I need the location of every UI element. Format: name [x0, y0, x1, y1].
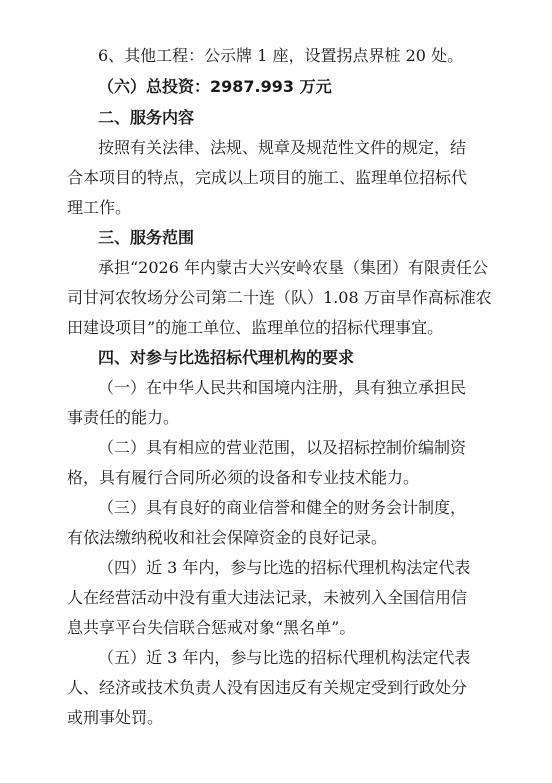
requirement-3-line-1: （三）具有良好的商业信誉和健全的财务会计制度， — [98, 498, 467, 517]
requirement-2-line-1: （二）具有相应的营业范围，以及招标控制价编制资 — [98, 438, 467, 457]
requirement-4-line-3: 息共享平台失信联合惩戒对象“黑名单”。 — [67, 618, 356, 637]
requirement-4-line-2: 人在经营活动中没有重大违法记录，未被列入全国信用信 — [67, 588, 468, 607]
paragraph-service-content-line-3: 理工作。 — [67, 198, 132, 217]
section-total-investment: （六）总投资：2987.993 万元 — [98, 77, 332, 96]
requirement-3-line-2: 有依法缴纳税收和社会保障资金的良好记录。 — [67, 528, 388, 547]
paragraph-service-scope-line-2: 司甘河农牧场分公司第二十连（队）1.08 万亩旱作高标准农 — [67, 288, 492, 307]
paragraph-service-scope-line-1: 承担“2026 年内蒙古大兴安岭农垦（集团）有限责任公 — [98, 258, 488, 277]
heading-agency-requirements: 四、对参与比选招标代理机构的要求 — [98, 348, 355, 367]
heading-service-content: 二、服务内容 — [98, 108, 195, 127]
requirement-4-line-1: （四）近 3 年内，参与比选的招标代理机构法定代表 — [98, 558, 471, 577]
paragraph-other-works: 6、其他工程：公示牌 1 座，设置拐点界桩 20 处。 — [98, 46, 464, 65]
paragraph-service-content-line-2: 合本项目的特点，完成以上项目的施工、监理单位招标代 — [67, 168, 468, 187]
requirement-1-line-2: 事责任的能力。 — [67, 408, 180, 427]
requirement-2-line-2: 格，具有履行合同所必须的设备和专业技术能力。 — [67, 468, 420, 487]
paragraph-service-content-line-1: 按照有关法律、法规、规章及规范性文件的规定，结 — [98, 138, 467, 157]
requirement-5-line-3: 或刑事处罚。 — [67, 708, 164, 727]
requirement-5-line-1: （五）近 3 年内，参与比选的招标代理机构法定代表 — [98, 648, 471, 667]
paragraph-service-scope-line-3: 田建设项目”的施工单位、监理单位的招标代理事宜。 — [67, 318, 444, 337]
requirement-1-line-1: （一）在中华人民共和国境内注册，具有独立承担民 — [98, 378, 467, 397]
heading-service-scope: 三、服务范围 — [98, 228, 195, 247]
requirement-5-line-2: 人、经济或技术负责人没有因违反有关规定受到行政处分 — [67, 678, 468, 697]
